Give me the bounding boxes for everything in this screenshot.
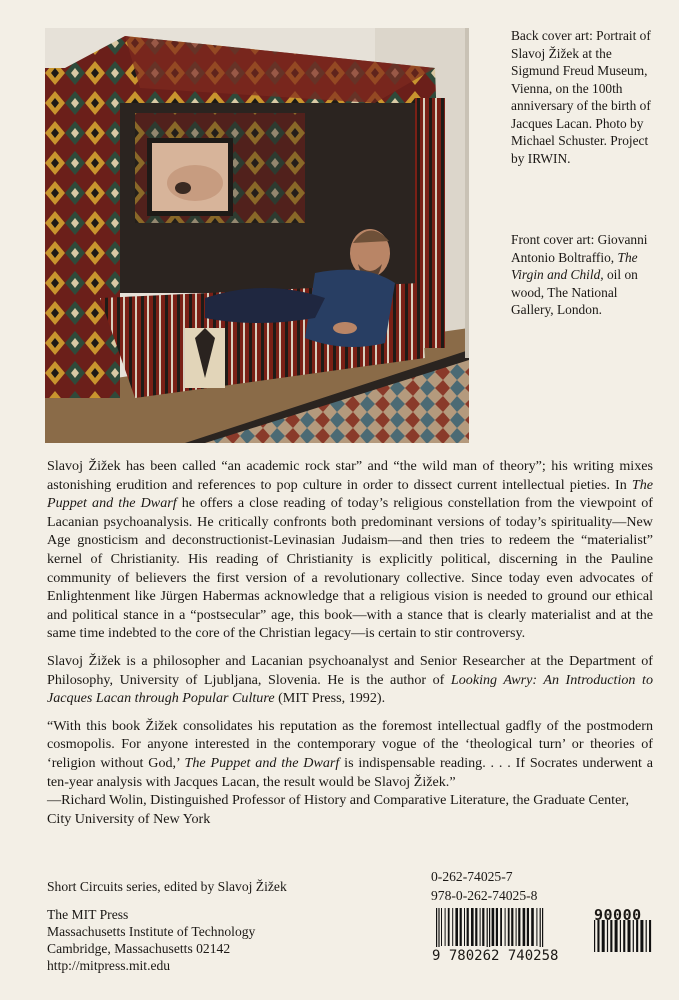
barcode-addon-bar (597, 920, 599, 952)
barcode-bar (511, 908, 513, 946)
front-cover-art-heading: Front cover art: (511, 232, 595, 247)
barcode-bar (475, 908, 477, 946)
quote-text: is indispensable reading. . . . If Socrates underwent a ten-year analysis with Jacques Lacan, the result would be Slavoj Žižek.” (47, 754, 653, 790)
barcode-addon-bar (602, 920, 605, 952)
description-text: he offers a close reading of today’s religious constellation from the viewpoint of Lacanian psychoanalysis. He critically confronts both predominant versions of today’s spirituality—New Age gnosticism and deconstructionist-Levinasian Judaism—and then tries to redeem the “materialist” kernel of Christianity. His reading of Christianity is explicitly political, discerning in the Pauline community of believers the first version of a revolutionary collective. Since today even advocates of Enlightenment like Jürgen Habermas acknowledge that a religious vision is needed to ground our ethical and political stance in a “postsecular” age, this book—with a stance that is clearly materialist and at the same time indebted to the core of the Christian legacy—is certain to stir controversy. (47, 495, 653, 642)
barcode-addon-bar (628, 920, 631, 952)
back-cover-art-heading: Back cover art: (511, 28, 593, 43)
barcode-bar (523, 908, 526, 946)
description-text: Slavoj Žižek has been called “an academic rock star” and “the wild man of theory”; his writing mixes astonishing erudition and references to pop culture in order to dissect current intellectual pieties. In (47, 458, 653, 493)
barcode-addon-bar (620, 920, 621, 952)
publisher-url[interactable]: http://mitpress.mit.edu (47, 958, 171, 973)
barcode-addon-bar (623, 920, 625, 952)
barcode-bar (480, 908, 481, 946)
barcode-digits: 9 780262 740258 (430, 947, 582, 965)
barcode-bar (464, 908, 465, 946)
barcode-bar (445, 908, 446, 946)
series-credit: Short Circuits series, edited by Slavoj Žižek (47, 879, 287, 894)
back-cover-art-caption (511, 27, 661, 167)
author-bio-text: (MIT Press, 1992). (274, 690, 386, 707)
author-bio-paragraph (47, 652, 653, 708)
barcode-addon-bar (615, 920, 618, 952)
barcode-addon-bar (646, 920, 647, 952)
barcode-addon-bar (636, 920, 638, 952)
front-cover-art-text-after: oil on wood, The National Gallery, London. (511, 267, 638, 317)
barcode-bar (438, 908, 439, 952)
barcode-bar (527, 908, 529, 946)
description-paragraph (47, 457, 653, 643)
quote-text: “With this book Žižek consolidates his reputation as the foremost intellectual gadfly of the postmodern cosmopolis. For anyone interested in the contemporary vogue of the ‘theological turn’ or theories of ‘religion without God,’ (47, 717, 653, 771)
barcode-bar (489, 908, 490, 952)
cited-book-title: Looking Awry: An Introduction to Jacques Lacan through Popular Culture (47, 671, 653, 707)
barcode-bar (518, 908, 520, 946)
barcode-addon-bar (610, 920, 612, 952)
book-title: The Puppet and the Dwarf (47, 476, 653, 512)
barcode-bar (455, 908, 458, 946)
barcode-bar (505, 908, 506, 946)
blurb-quote (47, 717, 653, 791)
barcode-bar (540, 908, 541, 952)
barcode-bar (467, 908, 469, 946)
publisher-block (47, 906, 255, 974)
publisher-address: Cambridge, Massachusetts 02142 (47, 941, 231, 956)
barcode-bar (441, 908, 442, 946)
isbn-13: 978-0-262-74025-8 (431, 888, 538, 903)
front-cover-art-caption (511, 231, 661, 319)
front-cover-art-text-before: Giovanni Antonio Boltraffio, (511, 232, 648, 265)
barcode-addon-bar (633, 920, 634, 952)
barcode-addon-bar (594, 920, 595, 952)
back-cover-photo (45, 28, 469, 443)
book-description (47, 457, 653, 837)
barcode-bar (460, 908, 462, 946)
barcode-bar (500, 908, 502, 946)
barcode-bar (492, 908, 495, 946)
isbn-10: 0-262-74025-7 (431, 869, 513, 884)
barcode-bar (508, 908, 510, 946)
barcode-bar (516, 908, 517, 946)
publisher-institute: Massachusetts Institute of Technology (47, 924, 256, 939)
author-bio-text: Slavoj Žižek is a philosopher and Lacanian psychoanalyst and Senior Researcher at the Department of Philosophy, University of Ljubljana, Slovenia. He is the author of (47, 652, 653, 688)
barcode-bar (482, 908, 484, 946)
barcode-bar (487, 908, 488, 952)
quote-attribution: —Richard Wolin, Distinguished Professor of History and Comparative Literature, the Graduate Center, City University of New York (47, 792, 630, 827)
barcode-addon-bar (607, 920, 608, 952)
barcode-bar (496, 908, 498, 946)
barcode-addon-bar (640, 920, 643, 952)
barcode-addon-bar (649, 920, 651, 952)
barcode-bar (452, 908, 453, 946)
back-cover-art-text: Portrait of Slavoj Žižek at the Sigmund Freud Museum, Vienna, on the 100th anniversary of the birth of Jacques Lacan. Photo by Michael Schuster. Project by IRWIN. (511, 28, 651, 166)
barcode-bar (531, 908, 534, 946)
barcode-bar (536, 908, 537, 946)
book-title: The Puppet and the Dwarf (184, 754, 340, 771)
barcode-bar (542, 908, 543, 952)
barcode-bar (436, 908, 437, 952)
publisher-name: The MIT Press (47, 907, 129, 922)
barcode-price-code: 90000 (594, 906, 642, 924)
isbn-block (431, 867, 537, 905)
barcode-bar (471, 908, 474, 946)
front-cover-art-title: The Virgin and Child, (511, 249, 638, 282)
barcode-bar (448, 908, 450, 946)
